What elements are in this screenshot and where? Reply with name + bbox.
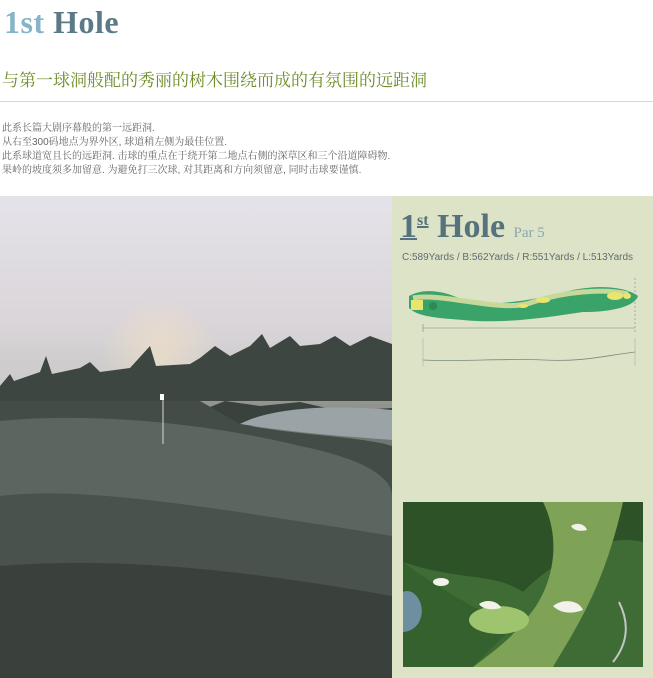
hole-number: 1 [400,208,417,245]
divider [0,101,653,102]
hole-suffix: st [417,212,429,229]
description-line: 此系球道宽且长的远距洞. 击球的重点在于绕开第二地点右侧的深草区和三个沿道障碍物. [2,151,391,162]
hole-description [2,122,390,178]
description-line: 从右至300码地点为界外区, 球道稍左侧为最佳位置. [2,137,228,148]
hole-layout-diagram [403,278,640,370]
description-line: 果岭的坡度须多加留意. 为避免打三次球, 对其距离和方向须留意, 同时击球要谨慎. [2,165,362,176]
title-ordinal: 1st [4,4,45,40]
hole-word: Hole [437,208,506,245]
page-subtitle: 与第一球洞般配的秀丽的树木围绕而成的有氛围的远距洞 [2,71,427,90]
hole-heading [400,208,545,246]
description-line: 此系长篇大剧序幕般的第一远距洞. [2,123,155,134]
title-word: Hole [53,4,120,40]
page-title [4,4,119,41]
yardages: C:589Yards / B:562Yards / R:551Yards / L:513Yards [402,252,634,263]
par-label: Par 5 [513,225,545,241]
aerial-photo [403,502,643,667]
course-photo [0,196,392,678]
